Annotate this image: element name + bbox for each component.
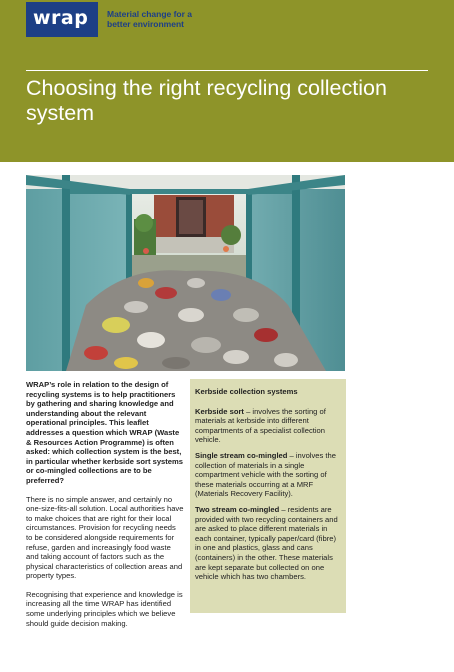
title-divider bbox=[26, 70, 428, 71]
sidebar-item-desc: – residents are provided with two recycling containers and are asked to place different materials in each container, typically paper/card (fibre) in one and plastics, glass and cans (containers) in the other. These materials are kept separate but collected on one vehicle which has two chambers. bbox=[195, 504, 338, 582]
intro-paragraph: WRAP’s role in relation to the design of recycling systems is to help practitioners by gathering and sharing knowledge and understanding about the relevant operational principles. This leaflet addresses a question which WRAP (Waste & Resources Action Programme) is often asked: which collection system is the best, in particular whether kerbside sort systems or co-mingled collections are to be preferred? bbox=[26, 380, 183, 485]
sidebar-item-term: Two stream co-mingled bbox=[195, 504, 280, 514]
paragraph-2: There is no simple answer, and certainly no one-size-fits-all solution. Local authorities have to make choices that are right for their local circumstances. Provision for recycling needs to be considered alongside requirements for refuse, garden and increasingly food waste and taking account of factors such as the physical characteristics of collection areas and property types. bbox=[26, 494, 184, 581]
logo-text: wrap bbox=[33, 7, 89, 29]
sidebar-item bbox=[195, 407, 340, 445]
sidebar-item-term: Single stream co-mingled bbox=[195, 450, 288, 460]
kerbside-sidebar bbox=[190, 379, 346, 613]
sidebar-item bbox=[195, 451, 340, 499]
wrap-logo bbox=[26, 2, 98, 37]
sidebar-item bbox=[195, 505, 340, 582]
header-band bbox=[0, 0, 454, 162]
sidebar-item-desc: – involves the collection of materials in a single compartment vehicle with the sorting of these materials occurring at a MRF (Materials Recovery Facility). bbox=[195, 450, 336, 499]
brand-tagline: Material change for a better environment bbox=[107, 9, 193, 29]
paragraph-3: Recognising that experience and knowledge is increasing all the time WRAP has identified some underlying principles which we believe should guide decision making. bbox=[26, 589, 183, 628]
sidebar-item-term: Kerbside sort bbox=[195, 406, 244, 416]
page-title: Choosing the right recycling collection system bbox=[26, 76, 387, 125]
sidebar-title: Kerbside collection systems bbox=[195, 387, 298, 396]
recycling-bin-photo bbox=[26, 175, 345, 371]
photo-illustration bbox=[26, 175, 345, 371]
sidebar-item-desc: – involves the sorting of materials at kerbside into different compartments of a specialist collection vehicle. bbox=[195, 406, 326, 445]
body-text bbox=[26, 380, 184, 637]
